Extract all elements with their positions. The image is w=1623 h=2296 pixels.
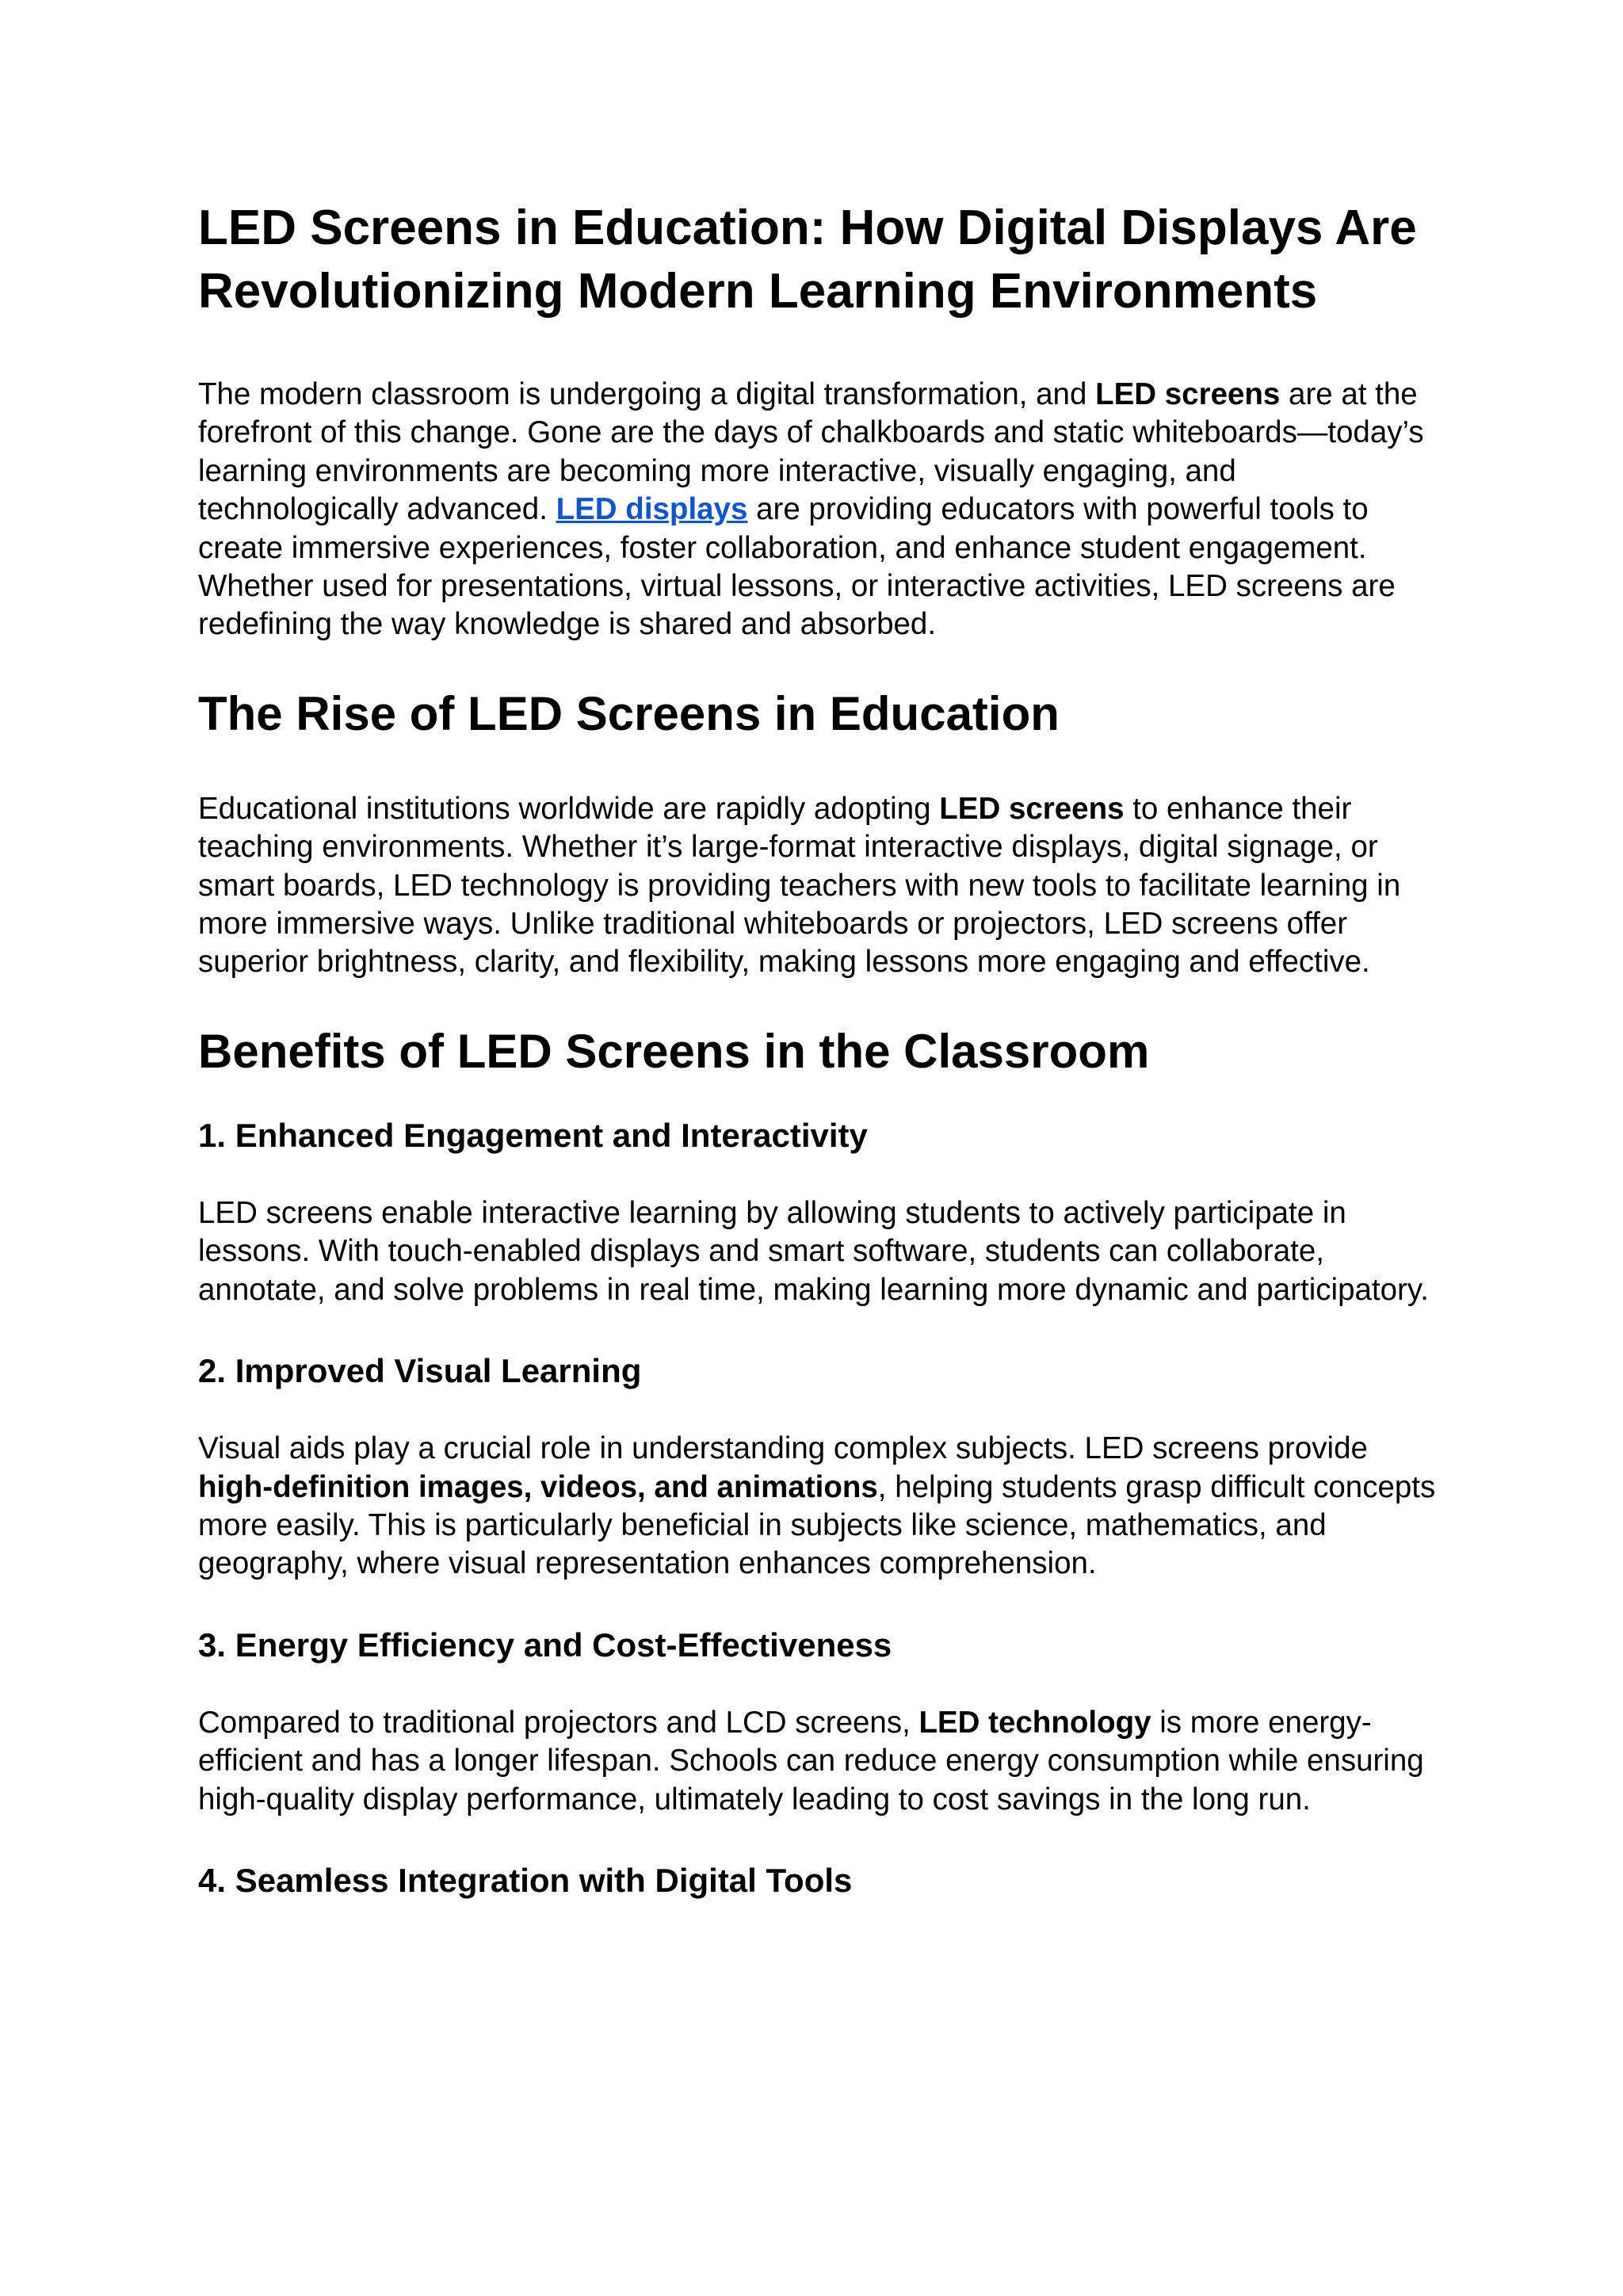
benefits-heading: Benefits of LED Screens in the Classroom — [198, 1024, 1150, 1078]
benefit-2-bold: high-definition images, videos, and animations — [198, 1469, 878, 1504]
intro-text-2: are at the forefront of this change. Gone are the days of chalkboards and static whiteboards—today’s learning environments are becoming more interactive, visually engaging, and technologically advanced. — [198, 377, 1424, 527]
benefit-3-paragraph — [198, 1704, 1442, 1819]
rise-text-1: Educational institutions worldwide are rapidly adopting — [198, 791, 940, 826]
benefit-1-heading: 1. Enhanced Engagement and Interactivity — [198, 1116, 868, 1154]
intro-paragraph — [198, 376, 1442, 644]
document-page — [198, 197, 1442, 1939]
benefit-2-heading: 2. Improved Visual Learning — [198, 1352, 642, 1390]
benefit-3-heading: 3. Energy Efficiency and Cost-Effectiveness — [198, 1626, 892, 1664]
benefit-3-text-2: is more energy-efficient and has a longer lifespan. Schools can reduce energy consumption while ensuring high-quality display performance, ultimately leading to cost savings in the long run. — [198, 1705, 1424, 1817]
rise-heading: The Rise of LED Screens in Education — [198, 686, 1060, 740]
benefit-2-paragraph — [198, 1430, 1442, 1584]
led-displays-link[interactable]: LED displays — [556, 492, 748, 527]
benefit-3-bold: LED technology — [918, 1705, 1151, 1740]
benefit-2-text-1: Visual aids play a crucial role in understanding complex subjects. LED screens provide — [198, 1431, 1368, 1466]
benefit-2-text-2: , helping students grasp difficult concepts more easily. This is particularly beneficial in subjects like science, mathematics, and geography, where visual representation enhances comprehension. — [198, 1469, 1436, 1581]
intro-text-3: are providing educators with powerful tools to create immersive experiences, foster collaboration, and enhance student engagement. Whether used for presentations, virtual lessons, or interactive activities, LED screens are redefining the way knowledge is shared and absorbed. — [198, 492, 1396, 642]
rise-paragraph — [198, 790, 1442, 982]
benefit-1-paragraph: LED screens enable interactive learning by allowing students to actively participate in lessons. With touch-enabled displays and smart software, students can collaborate, annotate, and solve problems in real time, making learning more dynamic and participatory. — [198, 1195, 1429, 1307]
benefit-4-heading: 4. Seamless Integration with Digital Tools — [198, 1861, 853, 1899]
rise-bold-led-screens: LED screens — [939, 791, 1125, 826]
intro-text-1: The modern classroom is undergoing a digital transformation, and — [198, 377, 1096, 411]
page-title: LED Screens in Education: How Digital Displays Are Revolutionizing Modern Learning Environments — [198, 201, 1417, 319]
benefit-3-text-1: Compared to traditional projectors and LCD screens, — [198, 1705, 919, 1740]
rise-text-2: to enhance their teaching environments. Whether it’s large-format interactive displays, digital signage, or smart boards, LED technology is providing teachers with new tools to facilitate learning in more immersive ways. Unlike traditional whiteboards or projectors, LED screens offer superior brightness, clarity, and flexibility, making lessons more engaging and effective. — [198, 791, 1401, 980]
intro-bold-led-screens: LED screens — [1095, 377, 1281, 411]
